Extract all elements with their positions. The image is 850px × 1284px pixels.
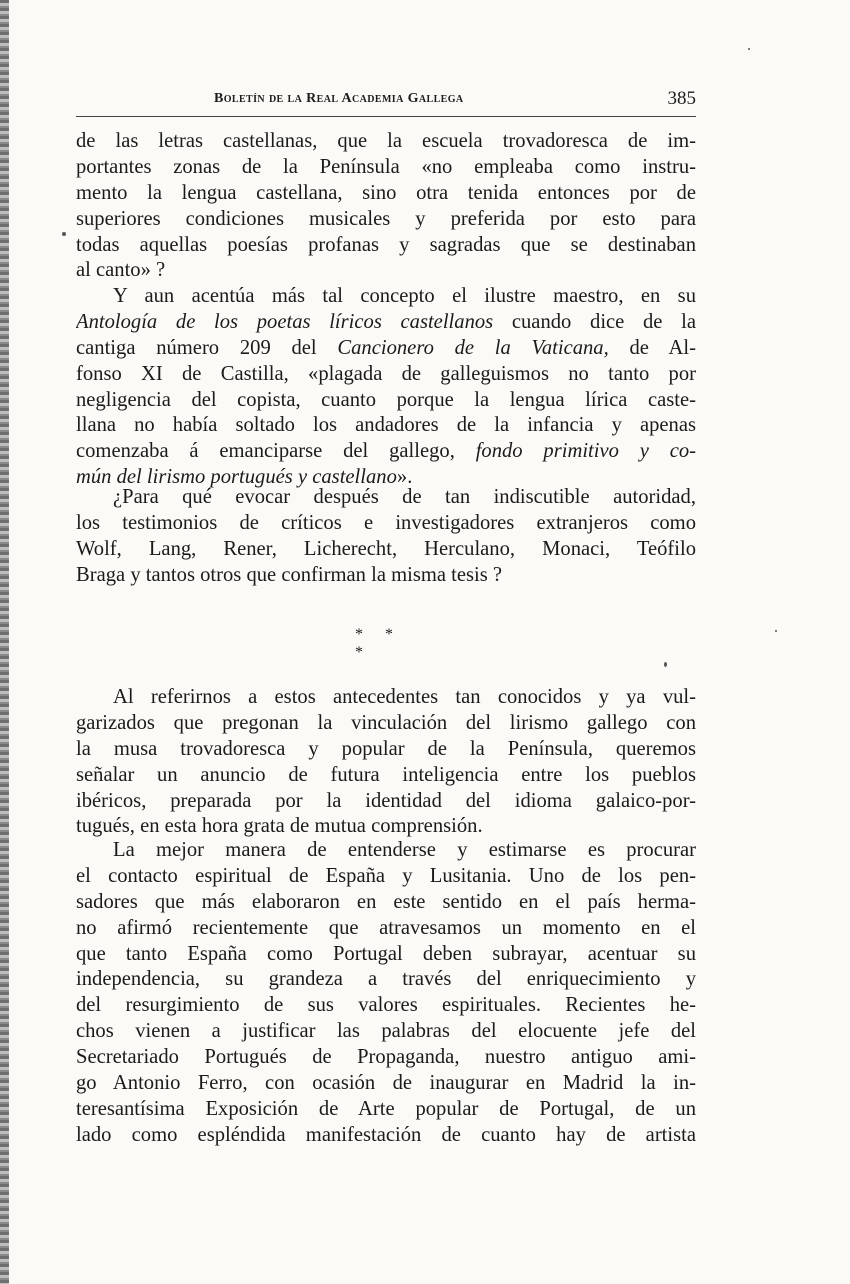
book-title: Cancionero de la Vaticana, — [337, 336, 609, 359]
text-line: tugués, en esta hora grata de mutua comprensión. — [76, 815, 483, 838]
text-line: mento la lengua castellana, sino otra tenida entonces por de — [76, 181, 696, 204]
text-line: chos vienen a justificar las palabras del elocuente jefe del — [76, 1020, 696, 1043]
book-title: Antología de los poetas líricos castellanos — [76, 310, 494, 333]
scan-speck — [62, 232, 66, 236]
paragraph-question — [76, 485, 696, 589]
text-line: negligencia del copista, cuanto porque la lengua lírica caste- — [76, 388, 696, 411]
text-line: Wolf, Lang, Rener, Licherecht, Herculano, Monaci, Teófilo — [76, 537, 696, 560]
section-separator: * * * — [355, 626, 402, 661]
text-line: todas aquellas poesías profanas y sagradas que se destinaban — [76, 233, 696, 256]
italic-quote: mún del lirismo portugués y castellano — [76, 466, 397, 489]
text-span: cuando dice de la — [493, 310, 696, 333]
text-line: Y aun acentúa más tal concepto el ilustre maestro, en su — [113, 285, 696, 307]
scan-speck — [775, 630, 777, 632]
text-line: lado como espléndida manifestación de cuanto hay de artista — [76, 1123, 696, 1146]
text-span: cantiga número 209 del — [76, 336, 338, 359]
text-line — [76, 439, 696, 465]
text-line: Al referirnos a estos antecedentes tan conocidos y ya vul- — [113, 686, 696, 708]
text-line: del resurgimiento de sus valores espirituales. Recientes he- — [76, 994, 696, 1017]
text-line: independencia, su grandeza a través del enriquecimiento y — [76, 968, 696, 991]
text-line: Braga y tantos otros que confirman la misma tesis ? — [76, 563, 503, 586]
scan-speck — [664, 662, 667, 667]
text-line — [76, 310, 696, 336]
text-line: ibéricos, preparada por la identidad del idioma galaico-por- — [76, 789, 696, 812]
text-line: sadores que más elaboraron en este sentido en el país herma- — [76, 890, 696, 913]
text-line: no afirmó recientemente que atravesamos un momento en el — [76, 916, 696, 939]
text-line: llana no había soltado los andadores de la infancia y apenas — [76, 414, 696, 437]
text-line: fonso XI de Castilla, «plagada de galleguismos no tanto por — [76, 362, 696, 385]
paragraph-contacto — [76, 838, 696, 1149]
page-header — [76, 86, 696, 117]
text-line: que tanto España como Portugal deben subrayar, acentuar su — [76, 942, 696, 965]
paragraph-antecedentes — [76, 685, 696, 840]
text-line: garizados que pregonan la vinculación del lirismo gallego con — [76, 711, 696, 734]
text-line: señalar un anuncio de futura inteligencia entre los pueblos — [76, 763, 696, 786]
text-line: Secretariado Portugués de Propaganda, nuestro antiguo ami- — [76, 1046, 696, 1069]
text-line: ¿Para qué evocar después de tan indiscutible autoridad, — [113, 486, 696, 508]
paragraph-antologia — [76, 284, 696, 491]
text-line: la musa trovadoresca y popular de la Península, queremos — [76, 737, 696, 760]
text-span: ». — [396, 466, 413, 489]
text-line: de las letras castellanas, que la escuela trovadoresca de im- — [76, 130, 696, 152]
text-span: de Al- — [608, 336, 696, 359]
paragraph-continuation — [76, 129, 696, 284]
text-line: al canto» ? — [76, 259, 166, 282]
text-line: teresantísima Exposición de Arte popular de Portugal, de un — [76, 1097, 696, 1120]
page-number: 385 — [667, 88, 696, 109]
scan-speck — [748, 48, 750, 50]
running-head: Boletín de la Real Academia Gallega — [214, 91, 464, 106]
text-line — [76, 336, 696, 362]
text-line: superiores condiciones musicales y preferida por esto para — [76, 207, 696, 230]
text-line: La mejor manera de entenderse y estimarse es procurar — [113, 839, 696, 861]
text-line: el contacto espiritual de España y Lusitania. Uno de los pen- — [76, 864, 696, 887]
text-line: go Antonio Ferro, con ocasión de inaugurar en Madrid la in- — [76, 1072, 696, 1095]
text-line: portantes zonas de la Península «no empleaba como instru- — [76, 155, 696, 178]
text-line: los testimonios de críticos e investigadores extranjeros como — [76, 511, 696, 534]
italic-quote: fondo primitivo y co- — [475, 440, 696, 463]
text-span: comenzaba á emanciparse del gallego, — [76, 440, 476, 463]
page-binding-edge — [0, 0, 9, 1284]
